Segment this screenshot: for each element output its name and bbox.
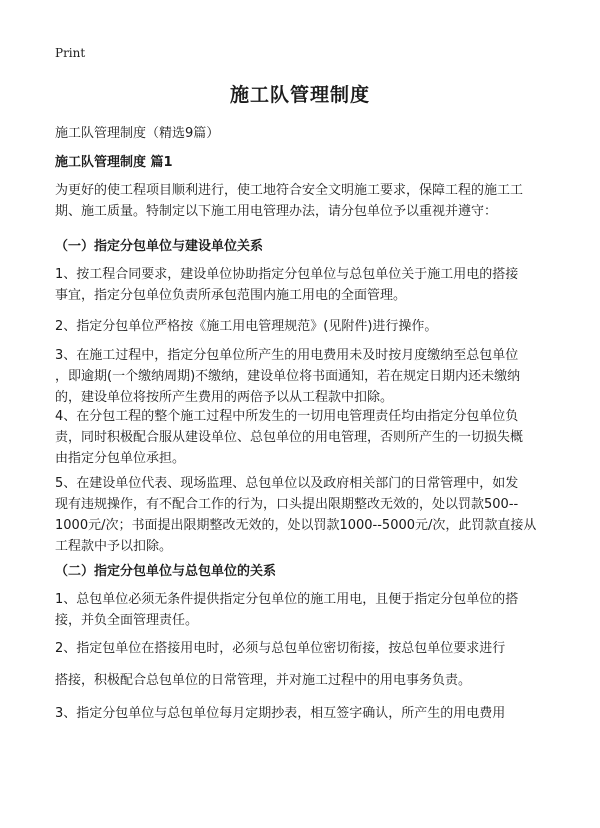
text-line: 为更好的使工程项目顺利进行，使工地符合安全文明施工要求，保障工程的施工工 [55, 183, 524, 198]
section1-paragraph-5 [55, 473, 550, 557]
text-line: 接，并负全面管理责任。 [55, 613, 199, 628]
section-heading-2: （二）指定分包单位与总包单位的关系 [55, 564, 277, 579]
section1-paragraph-1 [55, 264, 550, 306]
section1-paragraph-4 [55, 406, 550, 469]
text-line: 工程款中予以扣除。 [55, 539, 173, 554]
section2-paragraph-2-continued [55, 670, 550, 691]
text-line: 由指定分包单位承担。 [55, 451, 186, 466]
text-line: 2、指定包单位在搭接用电时，必须与总包单位密切衔接，按总包单位要求进行 [55, 641, 506, 656]
text-line: 3、在施工过程中，指定分包单位所产生的用电费用未及时按月度缴纳至总包单位 [55, 348, 519, 363]
text-line: 责，同时积极配合服从建设单位、总包单位的用电管理，否则所产生的一切损失概 [55, 430, 524, 445]
section2-paragraph-1 [55, 589, 550, 631]
text-line: 1、总包单位必须无条件提供指定分包单位的施工用电，且便于指定分包单位的搭 [55, 592, 519, 607]
text-line: 1、按工程合同要求，建设单位协助指定分包单位与总包单位关于施工用电的搭接 [55, 267, 519, 282]
text-line: 现有违规操作，有不配合工作的行为，口头提出限期整改无效的，处以罚款500-- [55, 497, 519, 512]
text-line: 1000元/次；书面提出限期整改无效的，处以罚款1000--5000元/次，此罚款直接从 [55, 518, 537, 533]
text-line: 搭接，积极配合总包单位的日常管理，并对施工过程中的用电事务负责。 [55, 673, 472, 688]
intro-paragraph [55, 180, 550, 222]
text-line: 4、在分包工程的整个施工过程中所发生的一切用电管理责任均由指定分包单位负 [55, 409, 519, 424]
text-line: 期、施工质量。特制定以下施工用电管理办法，请分包单位予以重视并遵守： [55, 204, 498, 219]
section1-paragraph-2 [55, 316, 550, 337]
text-line: ，即逾期(一个缴纳周期)不缴纳，建设单位将书面通知，若在规定日期内还未缴纳 [55, 369, 521, 384]
page-title: 施工队管理制度 [229, 84, 370, 106]
text-line: 事宜，指定分包单位负责所承包范围内施工用电的全面管理。 [55, 288, 407, 303]
section-heading-1: （一）指定分包单位与建设单位关系 [55, 239, 264, 254]
text-line: 的，建设单位将按所产生费用的两倍予以从工程款中扣除。 [55, 390, 394, 405]
text-line: 5、在建设单位代表、现场监理、总包单位以及政府相关部门的日常管理中，如发 [55, 476, 519, 491]
article-title: 施工队管理制度 篇1 [55, 155, 173, 170]
print-label: Print [55, 46, 86, 60]
section1-paragraph-3 [55, 345, 550, 408]
section2-paragraph-2 [55, 638, 550, 659]
text-line: 3、指定分包单位与总包单位每月定期抄表，相互签字确认，所产生的用电费用 [55, 706, 506, 721]
section2-paragraph-3 [55, 703, 550, 724]
document-subtitle: 施工队管理制度（精选9篇） [55, 126, 220, 141]
text-line: 2、指定分包单位严格按《施工用电管理规范》(见附件)进行操作。 [55, 319, 438, 334]
